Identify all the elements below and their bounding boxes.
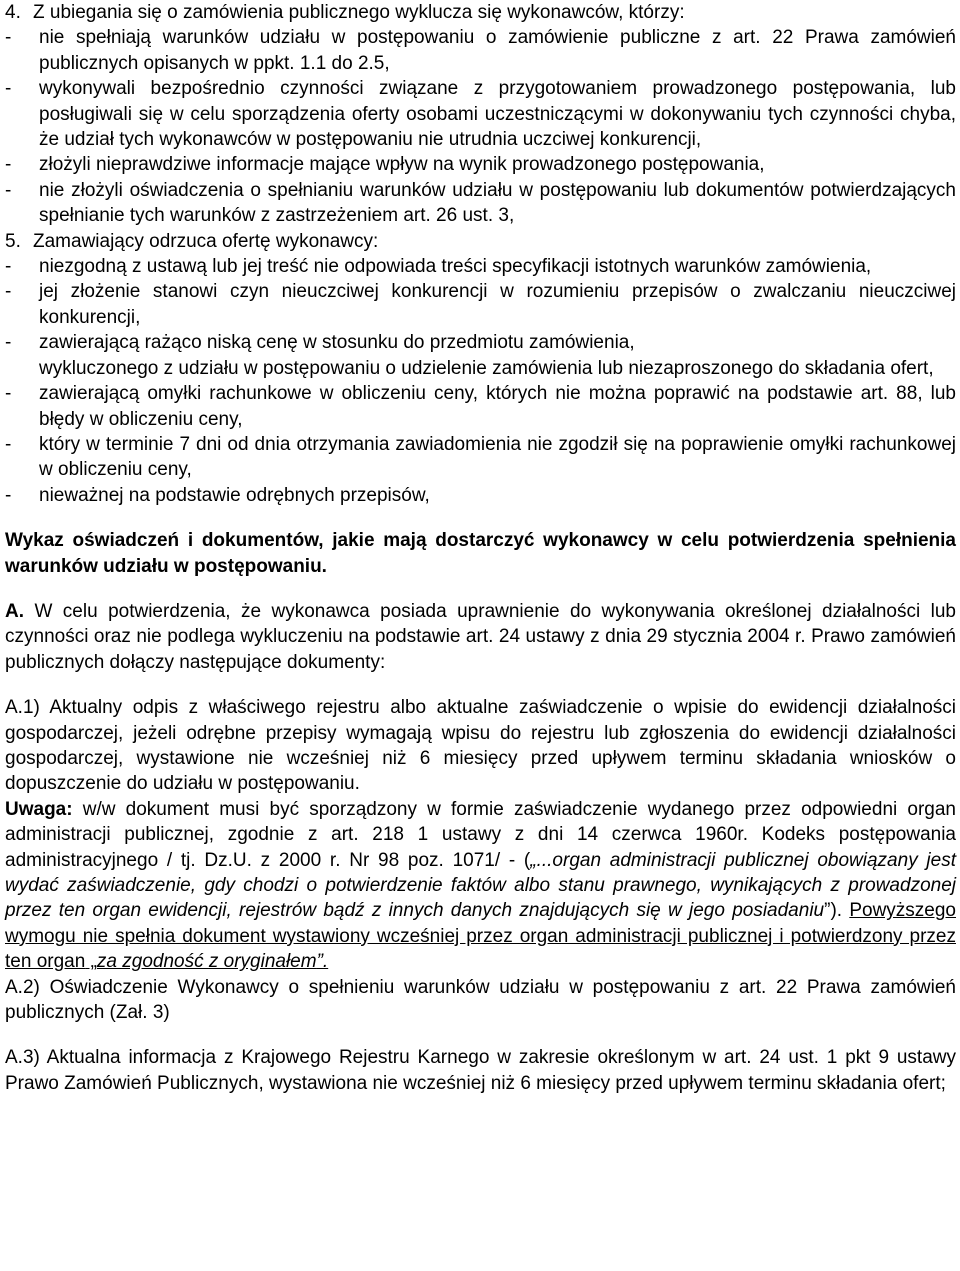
dash-marker: - [5, 281, 12, 303]
part-a-label: A. [5, 600, 24, 622]
dash-marker: - [5, 78, 12, 100]
dash-marker: - [5, 154, 12, 176]
uwaga-paragraph [5, 797, 956, 975]
list-item [5, 152, 956, 177]
uwaga-after-quote: ). [830, 900, 850, 922]
uwaga-label: Uwaga: [5, 798, 73, 820]
uwaga-opening-quote: „ [530, 849, 537, 871]
uwaga-underlined: Powyższego wymogu nie spełnia dokument wystawiony wcześniej przez organ administracji publicznej i potwierdzony przez ten organ [5, 900, 956, 973]
list-item-text: niezgodną z ustawą lub jej treść nie odpowiada treści specyfikacji istotnych warunków zamówienia, [39, 256, 872, 278]
uwaga-closing-quote: ” [824, 900, 831, 922]
list-item-text: który w terminie 7 dni od dnia otrzymania zawiadomienia nie zgodził się na poprawienie omyłki rachunkowej w obliczeniu ceny, [39, 433, 956, 481]
section-5-number: 5. [5, 230, 21, 252]
part-a-text: W celu potwierdzenia, że wykonawca posiada uprawnienie do wykonywania określonej działalności lub czynności oraz nie podlega wykluczeniu na podstawie art. 24 ustawy z dnia 29 stycznia 2004 r. Prawo zamówień publicznych dołączy następujące dokumenty: [5, 600, 957, 673]
list-item [5, 254, 956, 279]
dash-marker: - [5, 27, 12, 49]
list-item [5, 432, 956, 483]
uwaga-underlined-end: ”. [316, 951, 329, 973]
section-4-number: 4. [5, 2, 21, 23]
dash-marker: - [5, 433, 12, 455]
section-4 [5, 0, 956, 25]
list-item-text: złożyli nieprawdziwe informacje mające wpływ na wynik prowadzonego postępowania, [39, 154, 765, 176]
a3-paragraph: A.3) Aktualna informacja z Krajowego Rejestru Karnego w zakresie określonym w art. 24 ust. 1 pkt 9 ustawy Prawo Zamówień Publicznych, wystawiona nie wcześniej niż 6 miesięcy przed upływem terminu składania ofert; [5, 1047, 956, 1094]
list-item [5, 381, 956, 432]
spacer [5, 1025, 956, 1045]
list-item-text: nie spełniają warunków udziału w postępowaniu o zamówienie publiczne z art. 22 Prawa zamówień publicznych opisanych w ppkt. 1.1 do 2.5, [39, 27, 956, 74]
uwaga-underlined-italic: za zgodność z oryginałem [96, 951, 317, 973]
list-item [5, 483, 956, 508]
list-item-text: nie złożyli oświadczenia o spełnianiu warunków udziału w postępowaniu lub dokumentów potwierdzających spełnianie tych warunków z zastrzeżeniem art. 26 ust. 3, [39, 179, 956, 227]
section-heading: Wykaz oświadczeń i dokumentów, jakie mają dostarczyć wykonawcy w celu potwierdzenia spełnienia warunków udziału w postępowaniu. [5, 530, 956, 577]
list-item-text: zawierającą rażąco niską cenę w stosunku do przedmiotu zamówienia, [39, 332, 635, 354]
part-a-paragraph [5, 599, 956, 675]
list-item [5, 76, 956, 152]
uwaga-underlined-space: „ [85, 951, 97, 973]
section-5-title: Zamawiający odrzuca ofertę wykonawcy: [33, 230, 379, 252]
a1-paragraph: A.1) Aktualny odpis z właściwego rejestru albo aktualne zaświadczenie o wpisie do ewidencji działalności gospodarczej, jeżeli odrębne przepisy wymagają wpisu do rejestru lub zgłoszenia do ewidencji działalności gospodarczej, wystawione nie wcześniej niż 6 miesięcy przed upływem terminu składania wniosków o dopuszczenie do udziału w postępowaniu. [5, 697, 956, 795]
list-item [5, 279, 956, 330]
spacer [5, 508, 956, 528]
uwaga-text: w/w dokument musi być sporządzony w formie zaświadczenie wydanego przez odpowiedni organ administracji publicznej, zgodnie z art. 218 1 ustawy z dni 14 czerwca 1960r. Kodeks postępowania administracyjnego / tj. Dz.U. z 2000 r. Nr 98 poz. 1071/ - ( [5, 798, 956, 871]
spacer [5, 675, 956, 695]
section-5 [5, 229, 956, 254]
list-item [5, 178, 956, 229]
list-item-continuation [5, 356, 956, 381]
list-item-text: zawierającą omyłki rachunkowe w obliczeniu ceny, których nie można poprawić na podstawie art. 88, lub błędy w obliczeniu ceny, [39, 383, 956, 430]
list-item [5, 330, 956, 355]
list-item-text: jej złożenie stanowi czyn nieuczciwej konkurencji w rozumieniu przepisów o zwalczaniu nieuczciwej konkurencji, [39, 281, 956, 328]
dash-marker: - [5, 256, 12, 278]
list-item [5, 25, 956, 76]
dash-marker: - [5, 332, 12, 354]
list-item-text: wykluczonego z udziału w postępowaniu o udzielenie zamówienia lub niezaproszonego do składania ofert, [39, 357, 934, 379]
dash-marker: - [5, 179, 12, 201]
dash-marker: - [5, 383, 12, 405]
list-item-text: nieważnej na podstawie odrębnych przepisów, [39, 484, 430, 506]
section-4-title: Z ubiegania się o zamówienia publicznego wyklucza się wykonawców, którzy: [33, 2, 685, 23]
spacer [5, 579, 956, 599]
a2-paragraph: A.2) Oświadczenie Wykonawcy o spełnieniu warunków udziału w postępowaniu z art. 22 Prawa zamówień publicznych (Zał. 3) [5, 976, 956, 1024]
dash-marker: - [5, 484, 12, 506]
uwaga-quote: ...organ administracji publicznej obowiązany jest wydać zaświadczenie, gdy chodzi o potwierdzenie faktów albo stanu prawnego, wynikających z prowadzonej przez ten organ ewidencji, rejestrów bądź z innych danych znajdujących się w jego posiadaniu [5, 849, 957, 922]
list-item-text: wykonywali bezpośrednio czynności związane z przygotowaniem prowadzonego postępowania, lub posługiwali się w celu sporządzenia oferty osobami uczestniczącymi w dokonywaniu tych czynności chyba, że udział tych wykonawców w postępowaniu nie utrudnia uczciwej konkurencji, [39, 78, 956, 151]
